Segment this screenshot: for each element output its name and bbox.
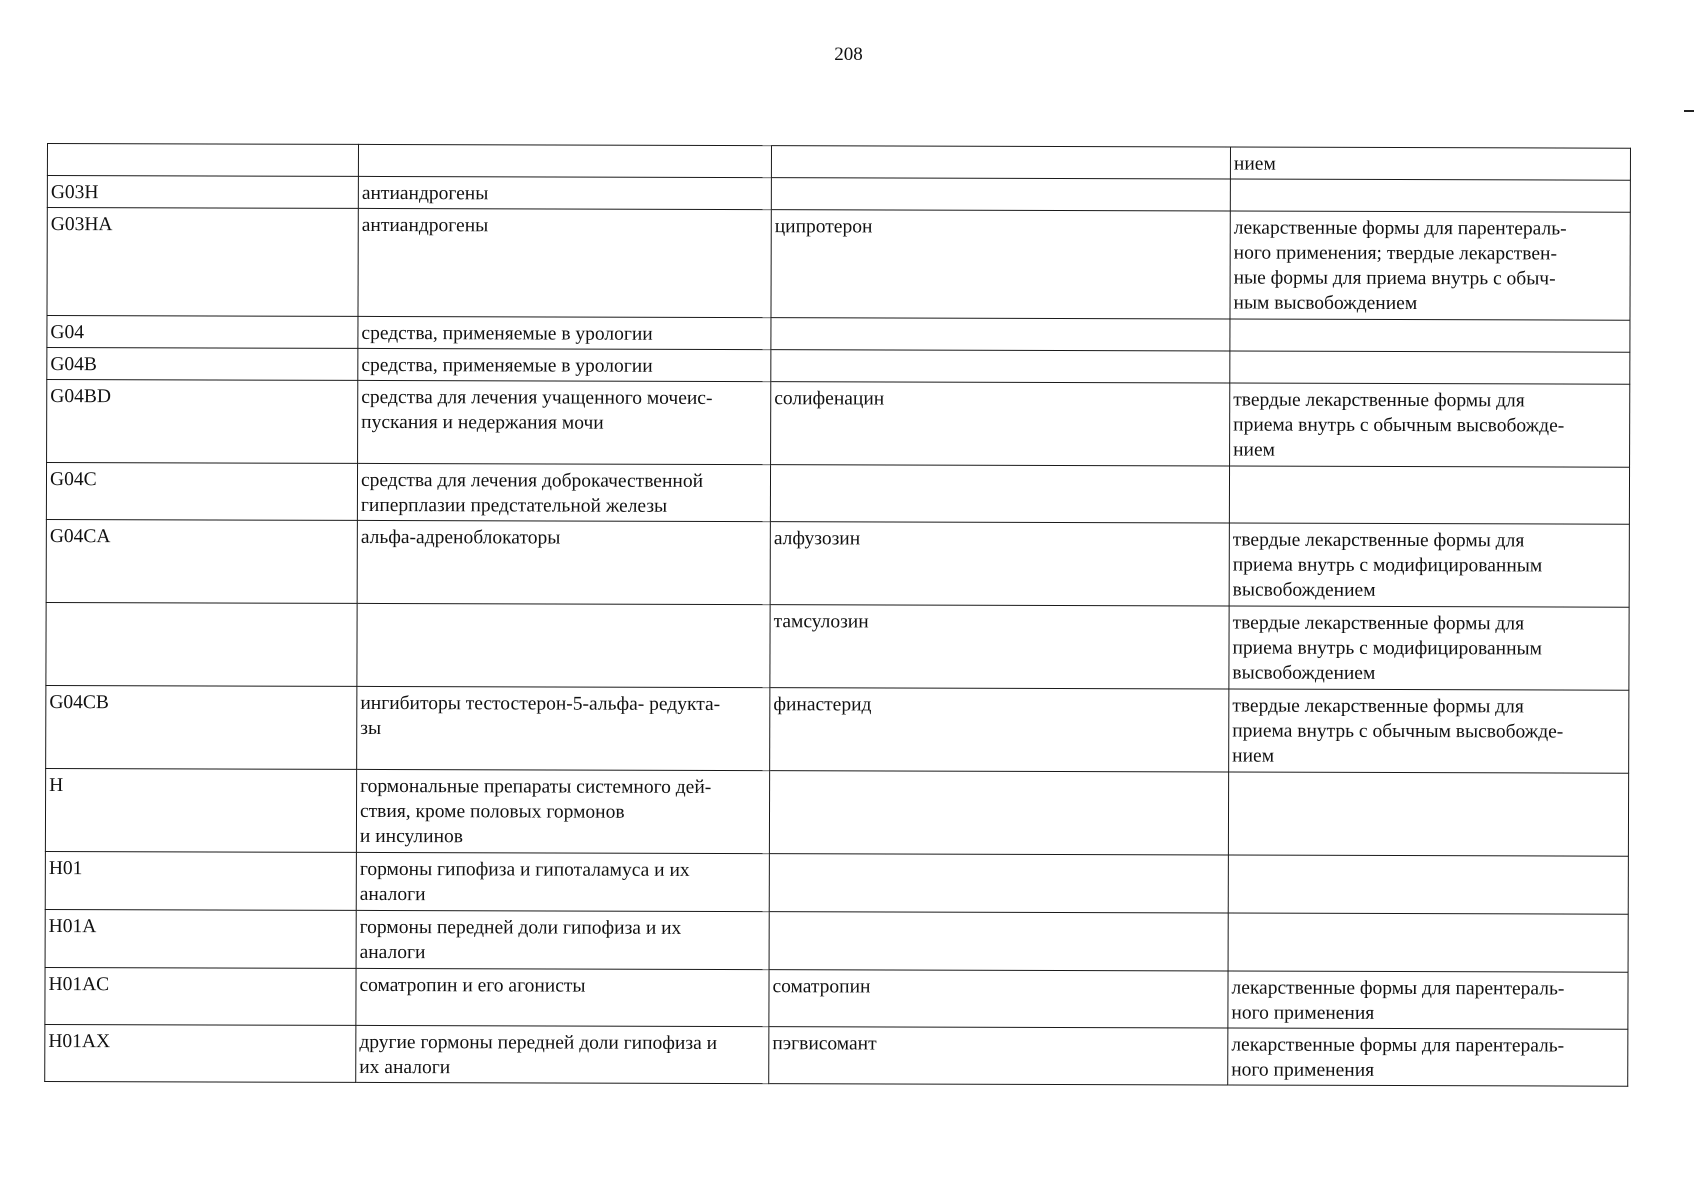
table-row — [45, 1024, 1628, 1086]
scan-mark — [1684, 110, 1694, 112]
drug-name-cell: пэгвисомант — [769, 1027, 1228, 1085]
dosage-form-cell: нием — [1230, 147, 1630, 180]
pharmacological-group-cell: средства для лечения доброкачественной гиперплазии предстательной железы — [357, 463, 770, 521]
pharmacological-group-cell: средства, применяемые в урологии — [358, 316, 771, 349]
pharmacological-group-cell — [358, 144, 771, 177]
drug-name-cell: солифенацин — [771, 382, 1230, 466]
atc-code-cell: H01A — [45, 909, 356, 968]
dosage-form-cell — [1228, 913, 1628, 972]
atc-code-cell: G04CA — [46, 519, 357, 603]
atc-code-cell: G04B — [47, 348, 358, 381]
dosage-form-cell — [1228, 855, 1628, 914]
dosage-form-cell: твердые лекарственные формы для приема внутрь с модифицированным высвобождением — [1229, 523, 1629, 607]
drug-table — [44, 143, 1631, 1087]
table-row — [45, 909, 1628, 972]
pharmacological-group-cell: соматропин и его агонисты — [356, 968, 769, 1026]
dosage-form-cell — [1230, 351, 1630, 384]
dosage-form-cell: твердые лекарственные формы для приема внутрь с обычным высвобожде- нием — [1230, 383, 1630, 467]
pharmacological-group-cell: гормональные препараты системного дей- ствия, кроме половых гормонов и инсулинов — [356, 769, 769, 853]
dosage-form-cell: твердые лекарственные формы для приема внутрь с обычным высвобожде- нием — [1229, 689, 1629, 773]
table-row — [46, 602, 1629, 690]
drug-name-cell — [770, 465, 1229, 523]
table-row — [46, 685, 1629, 773]
table-row — [47, 176, 1630, 213]
drug-name-cell — [771, 318, 1230, 351]
drug-name-cell: финастерид — [770, 688, 1229, 772]
atc-code-cell: G04BD — [47, 380, 358, 464]
drug-name-cell — [771, 178, 1230, 211]
atc-code-cell: H01AC — [45, 967, 356, 1025]
atc-code-cell — [46, 602, 357, 686]
pharmacological-group-cell: средства для лечения учащенного мочеис- пускания и недержания мочи — [358, 380, 771, 464]
atc-code-cell — [47, 144, 358, 177]
pharmacological-group-cell: гормоны гипофиза и гипоталамуса и их аналоги — [356, 852, 769, 911]
table-row — [47, 348, 1630, 385]
pharmacological-group-cell: другие гормоны передней доли гипофиза и их аналоги — [356, 1025, 769, 1083]
drug-name-cell — [769, 771, 1228, 855]
pharmacological-group-cell: ингибиторы тестостерон-5-альфа- редукта- зы — [357, 686, 770, 770]
atc-code-cell: H01 — [45, 851, 356, 910]
dosage-form-cell — [1228, 772, 1628, 856]
pharmacological-group-cell: антиандрогены — [358, 208, 771, 317]
drug-name-cell — [769, 854, 1228, 913]
drug-name-cell: алфузозин — [770, 522, 1229, 606]
drug-name-cell — [771, 146, 1230, 179]
atc-code-cell: G04CB — [46, 685, 357, 769]
table-row — [47, 208, 1630, 321]
atc-code-cell: G03HA — [47, 208, 358, 317]
table-row — [46, 463, 1629, 525]
table-row — [47, 380, 1630, 468]
table-row — [47, 144, 1630, 181]
atc-code-cell: H01AX — [45, 1024, 356, 1082]
table-row — [45, 967, 1628, 1029]
pharmacological-group-cell: антиандрогены — [358, 176, 771, 209]
dosage-form-cell — [1229, 466, 1629, 524]
drug-name-cell: тамсулозин — [770, 605, 1229, 689]
dosage-form-cell: твердые лекарственные формы для приема внутрь с модифицированным высвобождением — [1229, 606, 1629, 690]
pharmacological-group-cell: средства, применяемые в урологии — [358, 348, 771, 381]
pharmacological-group-cell — [357, 603, 770, 687]
dosage-form-cell: лекарственные формы для парентераль- ного применения — [1228, 971, 1628, 1029]
atc-code-cell: G03H — [47, 176, 358, 209]
drug-name-cell — [771, 350, 1230, 383]
dosage-form-cell: лекарственные формы для парентераль- ного применения — [1228, 1028, 1628, 1086]
atc-code-cell: G04C — [46, 463, 357, 521]
dosage-form-cell — [1230, 179, 1630, 212]
table-row — [46, 519, 1629, 607]
dosage-form-cell: лекарственные формы для парентераль- ного применения; твердые лекарствен- ные формы для приема внутрь с обыч- ным высвобождением — [1230, 211, 1630, 320]
drug-name-cell: ципротерон — [771, 210, 1230, 319]
dosage-form-cell — [1230, 319, 1630, 352]
atc-code-cell: H — [45, 768, 356, 852]
drug-name-cell: соматропин — [769, 970, 1228, 1028]
drug-name-cell — [769, 912, 1228, 971]
page-number: 208 — [834, 44, 863, 65]
table-row — [45, 851, 1628, 914]
pharmacological-group-cell: гормоны передней доли гипофиза и их аналоги — [356, 910, 769, 969]
table-row — [47, 316, 1630, 353]
table-row — [45, 768, 1628, 856]
atc-code-cell: G04 — [47, 316, 358, 349]
pharmacological-group-cell: альфа-адреноблокаторы — [357, 520, 770, 604]
